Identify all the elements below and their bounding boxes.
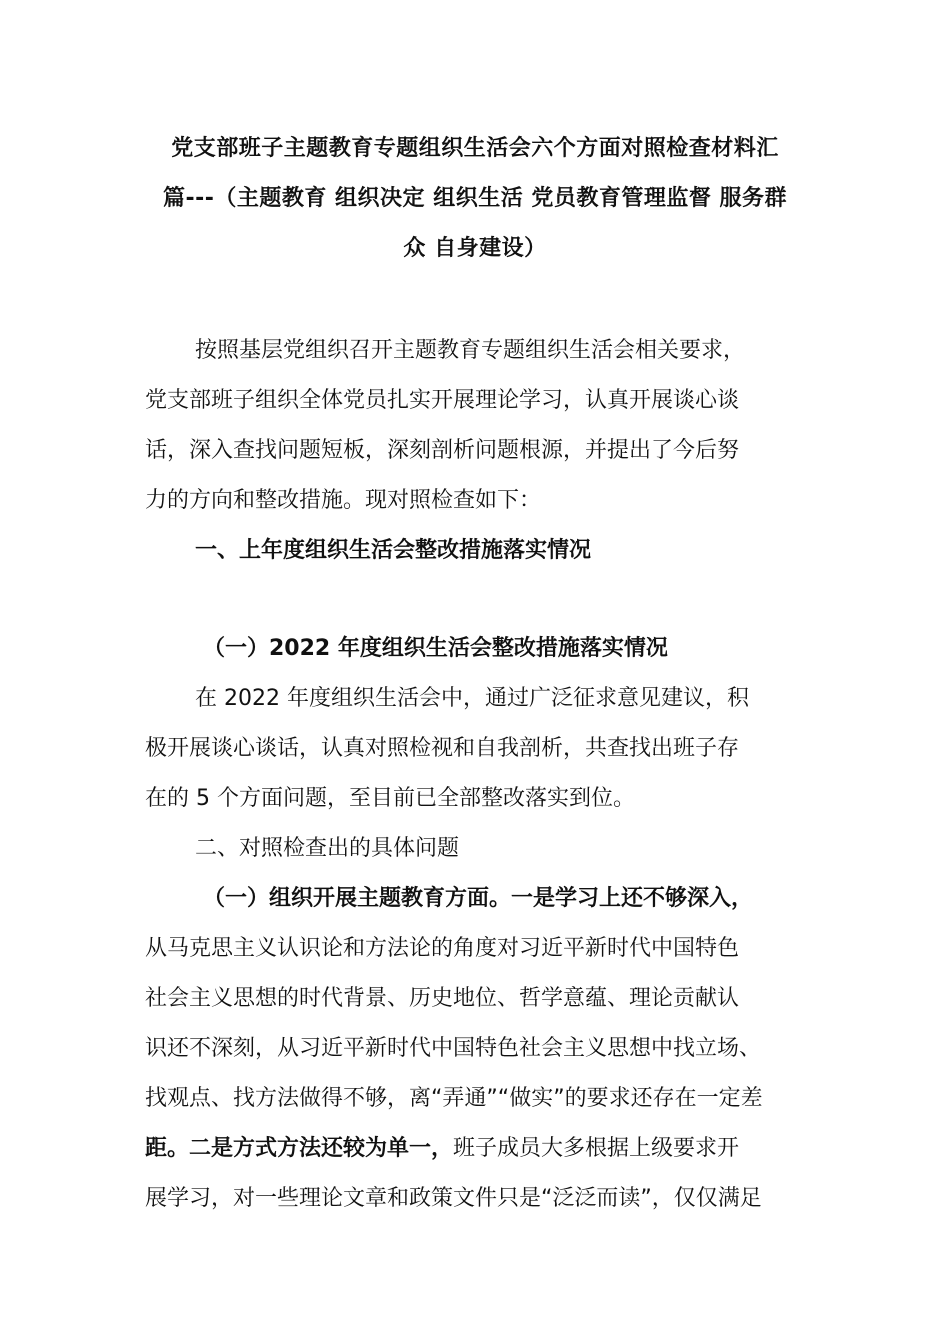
heading-text: 一、上年度组织生活会整改措施落实情况: [195, 538, 592, 563]
paragraph-line: 按照基层党组织召开主题教育专题组织生活会相关要求，: [195, 338, 746, 363]
paragraph-line: 在的 5 个方面问题，至目前已全部整改落实到位。: [145, 786, 635, 811]
paragraph-line: 从马克思主义认识论和方法论的角度对习近平新时代中国特色: [145, 936, 740, 961]
title-line: 众 自身建设）: [403, 236, 547, 261]
paragraph-lead-bold: （一）组织开展主题教育方面。一是学习上还不够深入，: [203, 886, 754, 911]
section-heading-2: [145, 824, 810, 874]
title-line: 篇---（主题教育 组织决定 组织生活 党员教育管理监督 服务群: [162, 186, 788, 211]
paragraph-line: 话，深入查找问题短板，深刻剖析问题根源，并提出了今后努: [145, 438, 740, 463]
paragraph-line: 展学习，对一些理论文章和政策文件只是“泛泛而读”，仅仅满足: [145, 1186, 762, 1211]
paragraph-line: 识还不深刻，从习近平新时代中国特色社会主义思想中找立场、: [145, 1036, 762, 1061]
bold-segment: 二是方式方法还较为单一，: [189, 1136, 454, 1161]
paragraph-line: 找观点、找方法做得不够，离“弄通”“做实”的要求还存在一定差: [145, 1086, 763, 1111]
sub-heading-1: [145, 624, 810, 674]
section1-paragraph: [145, 674, 810, 824]
text-segment: 班子成员大多根据上级要求开: [453, 1136, 740, 1161]
heading-text: 二、对照检查出的具体问题: [195, 836, 460, 861]
document-title: [138, 124, 812, 274]
bold-segment: 距。: [145, 1136, 190, 1161]
title-line: 党支部班子主题教育专题组织生活会六个方面对照检查材料汇: [171, 136, 779, 161]
sub-heading-text: （一）2022 年度组织生活会整改措施落实情况: [203, 636, 668, 661]
paragraph-line: 在 2022 年度组织生活会中，通过广泛征求意见建议，积: [195, 686, 749, 711]
paragraph-line: 极开展谈心谈话，认真对照检视和自我剖析，共查找出班子存: [145, 736, 740, 761]
paragraph-line: 党支部班子组织全体党员扎实开展理论学习，认真开展谈心谈: [145, 388, 740, 413]
section-heading-1: [145, 526, 810, 576]
paragraph-line: 力的方向和整改措施。现对照检查如下：: [145, 488, 542, 513]
paragraph-line-mixed: [145, 1124, 810, 1174]
section2-paragraph: [145, 874, 810, 1224]
intro-paragraph: [145, 326, 810, 526]
paragraph-line: 社会主义思想的时代背景、历史地位、哲学意蕴、理论贡献认: [145, 986, 740, 1011]
